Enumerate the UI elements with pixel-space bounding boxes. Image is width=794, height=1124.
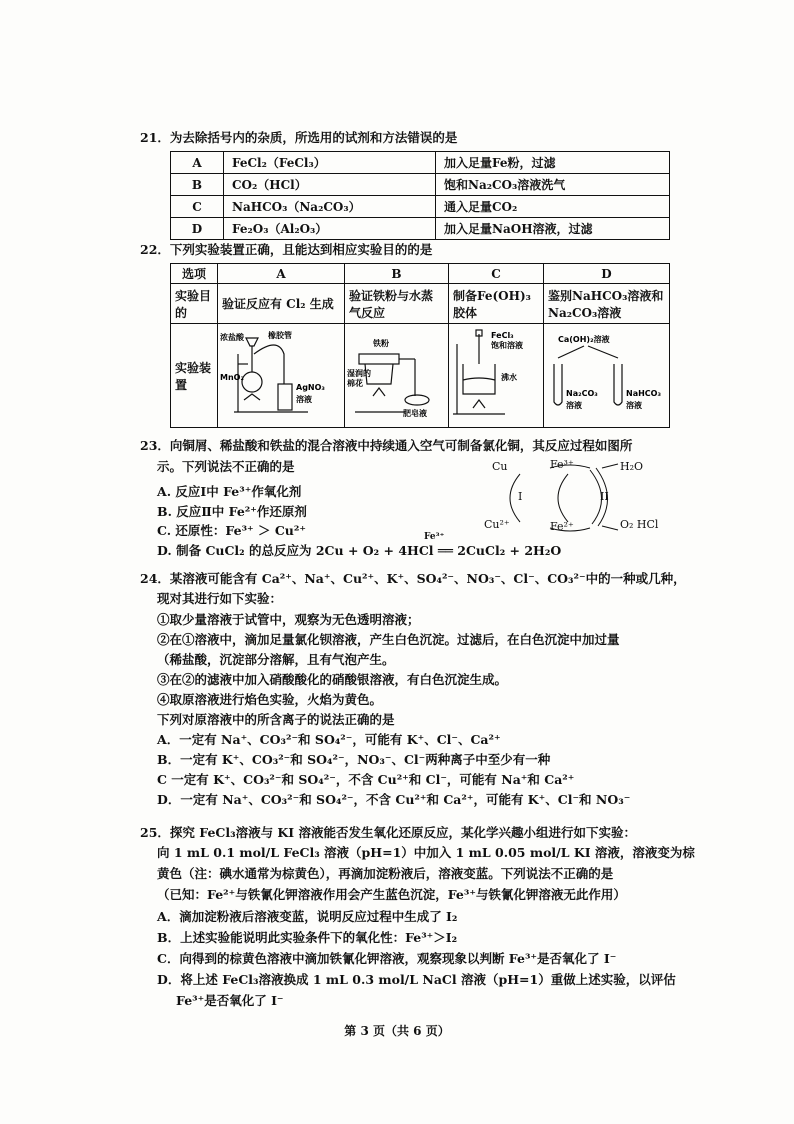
- diagram-cu: Cu: [492, 460, 508, 473]
- label-solution: 溶液: [626, 401, 642, 410]
- option-key: B: [171, 174, 224, 196]
- q24-step-3: ③在②的滤液中加入硝酸酸化的硝酸银溶液，有白色沉淀生成。: [157, 672, 508, 687]
- label-solution: 溶液: [566, 401, 582, 410]
- option-method: 加入足量Fe粉，过滤: [436, 152, 670, 174]
- q22-table: [170, 263, 670, 428]
- option-method: 加入足量NaOH溶液，过滤: [436, 218, 670, 240]
- row-label: 实验目的: [171, 284, 218, 324]
- option-substance: Fe₂O₃（Al₂O₃）: [224, 218, 436, 240]
- q23-catalyst: Fe³⁺: [424, 532, 445, 542]
- table-row: [171, 174, 670, 196]
- row-label: 实验装置: [171, 324, 218, 428]
- q22-stem: 22．下列实验装置正确，且能达到相应实验目的的是: [140, 242, 433, 257]
- q23-option-d: D. 制备 CuCl₂ 的总反应为 2Cu + O₂ + 4HCl ══ 2CuCl₂ + 2H₂O: [157, 543, 562, 558]
- q23-option-b: B. 反应Ⅱ中 Fe²⁺作还原剂: [157, 504, 307, 519]
- apparatus-a: [218, 324, 345, 428]
- purpose-cell: 鉴别NaHCO₃溶液和Na₂CO₃溶液: [544, 284, 670, 324]
- q23-stem-line-2: 示。下列说法不正确的是: [157, 459, 295, 474]
- q25-option-d: D．将上述 FeCl₃溶液换成 1 mL 0.3 mol/L NaCl 溶液（pH=1）重做上述实验，以评估: [157, 972, 676, 987]
- q24-step-1: ①取少量溶液于试管中，观察为无色透明溶液；: [157, 612, 420, 627]
- diagram-h2o: H₂O: [620, 460, 644, 473]
- q24-option-c: C 一定有 K⁺、CO₃²⁻和 SO₄²⁻，不含 Cu²⁺和 Cl⁻，可能有 Na⁺和 Ca²⁺: [157, 772, 575, 787]
- q25-stem-line-2: 向 1 mL 0.1 mol/L FeCl₃ 溶液（pH=1）中加入 1 mL 0.05 mol/L KI 溶液，溶液变为棕: [157, 845, 695, 860]
- purpose-cell: 制备Fe(OH)₃胶体: [449, 284, 544, 324]
- label-cotton: 棉花: [347, 379, 363, 388]
- header-cell: D: [544, 264, 670, 284]
- q25-note: （已知：Fe²⁺与铁氰化钾溶液作用会产生蓝色沉淀，Fe³⁺与铁氰化钾溶液无此作用）: [157, 887, 626, 902]
- label-fecl3: FeCl₃: [491, 331, 514, 340]
- apparatus-b: [345, 324, 449, 428]
- label-agno3: AgNO₃: [296, 383, 325, 392]
- label-iron-powder: 铁粉: [373, 339, 389, 348]
- reaction-cycle-diagram: [480, 458, 700, 538]
- label-na2co3: Na₂CO₃: [566, 389, 598, 398]
- table-row: [171, 152, 670, 174]
- label-wet: 湿润的: [347, 369, 371, 378]
- label-saturated: 饱和溶液: [491, 341, 523, 350]
- apparatus-a-drawing: [218, 324, 336, 424]
- label-mno2: MnO₂: [220, 373, 244, 382]
- apparatus-c-drawing: [449, 324, 535, 424]
- table-row: [171, 218, 670, 240]
- label-solution: 溶液: [296, 395, 312, 404]
- table-row: [171, 264, 670, 284]
- table-row: [171, 284, 670, 324]
- q25-stem-line-1: 25．探究 FeCl₃溶液与 KI 溶液能否发生氧化还原反应，某化学兴趣小组进行如下实验：: [140, 825, 636, 840]
- q23-option-c: C. 还原性：Fe³⁺ ＞ Cu²⁺: [157, 523, 306, 538]
- option-method: 通入足量CO₂: [436, 196, 670, 218]
- q24-option-b: B．一定有 K⁺、CO₃²⁻和 SO₄²⁻，NO₃⁻、Cl⁻两种离子中至少有一种: [157, 752, 551, 767]
- header-cell: A: [218, 264, 345, 284]
- option-substance: FeCl₂（FeCl₃）: [224, 152, 436, 174]
- table-row: [171, 196, 670, 218]
- q21-stem: 21．为去除括号内的杂质，所选用的试剂和方法错误的是: [140, 130, 458, 145]
- q24-step-2: ②在①溶液中，滴加足量氯化钡溶液，产生白色沉淀。过滤后，在白色沉淀中加过量: [157, 632, 620, 647]
- option-method: 饱和Na₂CO₃溶液洗气: [436, 174, 670, 196]
- q23-stem-line-1: 23．向铜屑、稀盐酸和铁盐的混合溶液中持续通入空气可制备氯化铜，其反应过程如图所: [140, 438, 633, 453]
- q25-option-d-cont: Fe³⁺是否氧化了 I⁻: [176, 993, 284, 1008]
- q25-option-c: C．向得到的棕黄色溶液中滴加铁氰化钾溶液，观察现象以判断 Fe³⁺是否氧化了 I⁻: [157, 951, 617, 966]
- purpose-cell: 验证反应有 Cl₂ 生成: [218, 284, 345, 324]
- q25-option-a: A．滴加淀粉液后溶液变蓝，说明反应过程中生成了 I₂: [157, 909, 458, 924]
- q24-stem-line-2: 现对其进行如下实验：: [157, 591, 283, 606]
- diagram-fe3: Fe³⁺: [550, 458, 574, 471]
- cycle-arrows: [480, 458, 700, 538]
- label-soap: 肥皂液: [403, 409, 427, 418]
- purpose-cell: 验证铁粉与水蒸气反应: [345, 284, 449, 324]
- option-substance: NaHCO₃（Na₂CO₃）: [224, 196, 436, 218]
- apparatus-d-drawing: [544, 324, 666, 424]
- q24-step-4: ④取原溶液进行焰色实验，火焰为黄色。: [157, 692, 383, 707]
- table-row: [171, 324, 670, 428]
- q24-question: 下列对原溶液中的所含离子的说法正确的是: [157, 712, 395, 727]
- diagram-cu2: Cu²⁺: [484, 518, 510, 531]
- q25-stem-line-3: 黄色（注：碘水通常为棕黄色），再滴加淀粉液后，溶液变蓝。下列说法不正确的是: [157, 866, 614, 881]
- q24-option-d: D．一定有 Na⁺、CO₃²⁻和 SO₄²⁻，不含 Cu²⁺和 Ca²⁺，可能有 K⁺、Cl⁻和 NO₃⁻: [157, 792, 631, 807]
- header-cell: 选项: [171, 264, 218, 284]
- label-caoh2: Ca(OH)₂溶液: [558, 335, 610, 344]
- q24-stem-line-1: 24．某溶液可能含有 Ca²⁺、Na⁺、Cu²⁺、K⁺、SO₄²⁻、NO₃⁻、Cl⁻、CO₃²⁻中的一种或几种，: [140, 571, 686, 586]
- apparatus-c: [449, 324, 544, 428]
- label-boiling-water: 沸水: [501, 373, 517, 382]
- label-rubber-tube: 橡胶管: [268, 331, 292, 340]
- option-key: A: [171, 152, 224, 174]
- option-key: C: [171, 196, 224, 218]
- diagram-o2-hcl: O₂ HCl: [620, 518, 659, 531]
- label-nahco3: NaHCO₃: [626, 389, 661, 398]
- option-substance: CO₂（HCl）: [224, 174, 436, 196]
- q24-option-a: A．一定有 Na⁺、CO₃²⁻和 SO₄²⁻，可能有 K⁺、Cl⁻、Ca²⁺: [157, 732, 501, 747]
- q21-table: [170, 151, 670, 240]
- diagram-reaction-2: II: [600, 490, 609, 503]
- diagram-reaction-1: I: [518, 490, 523, 503]
- q23-option-a: A. 反应Ⅰ中 Fe³⁺作氧化剂: [157, 484, 302, 499]
- diagram-fe2: Fe²⁺: [550, 520, 574, 533]
- header-cell: B: [345, 264, 449, 284]
- q24-step-2-cont: （稀盐酸，沉淀部分溶解，且有气泡产生。: [157, 652, 395, 667]
- label-conc-hcl: 浓盐酸: [220, 333, 244, 342]
- apparatus-d: [544, 324, 670, 428]
- page-footer: 第 3 页（共 6 页）: [344, 1024, 450, 1038]
- apparatus-b-drawing: [345, 324, 440, 424]
- option-key: D: [171, 218, 224, 240]
- header-cell: C: [449, 264, 544, 284]
- q25-option-b: B．上述实验能说明此实验条件下的氧化性：Fe³⁺＞I₂: [157, 930, 458, 945]
